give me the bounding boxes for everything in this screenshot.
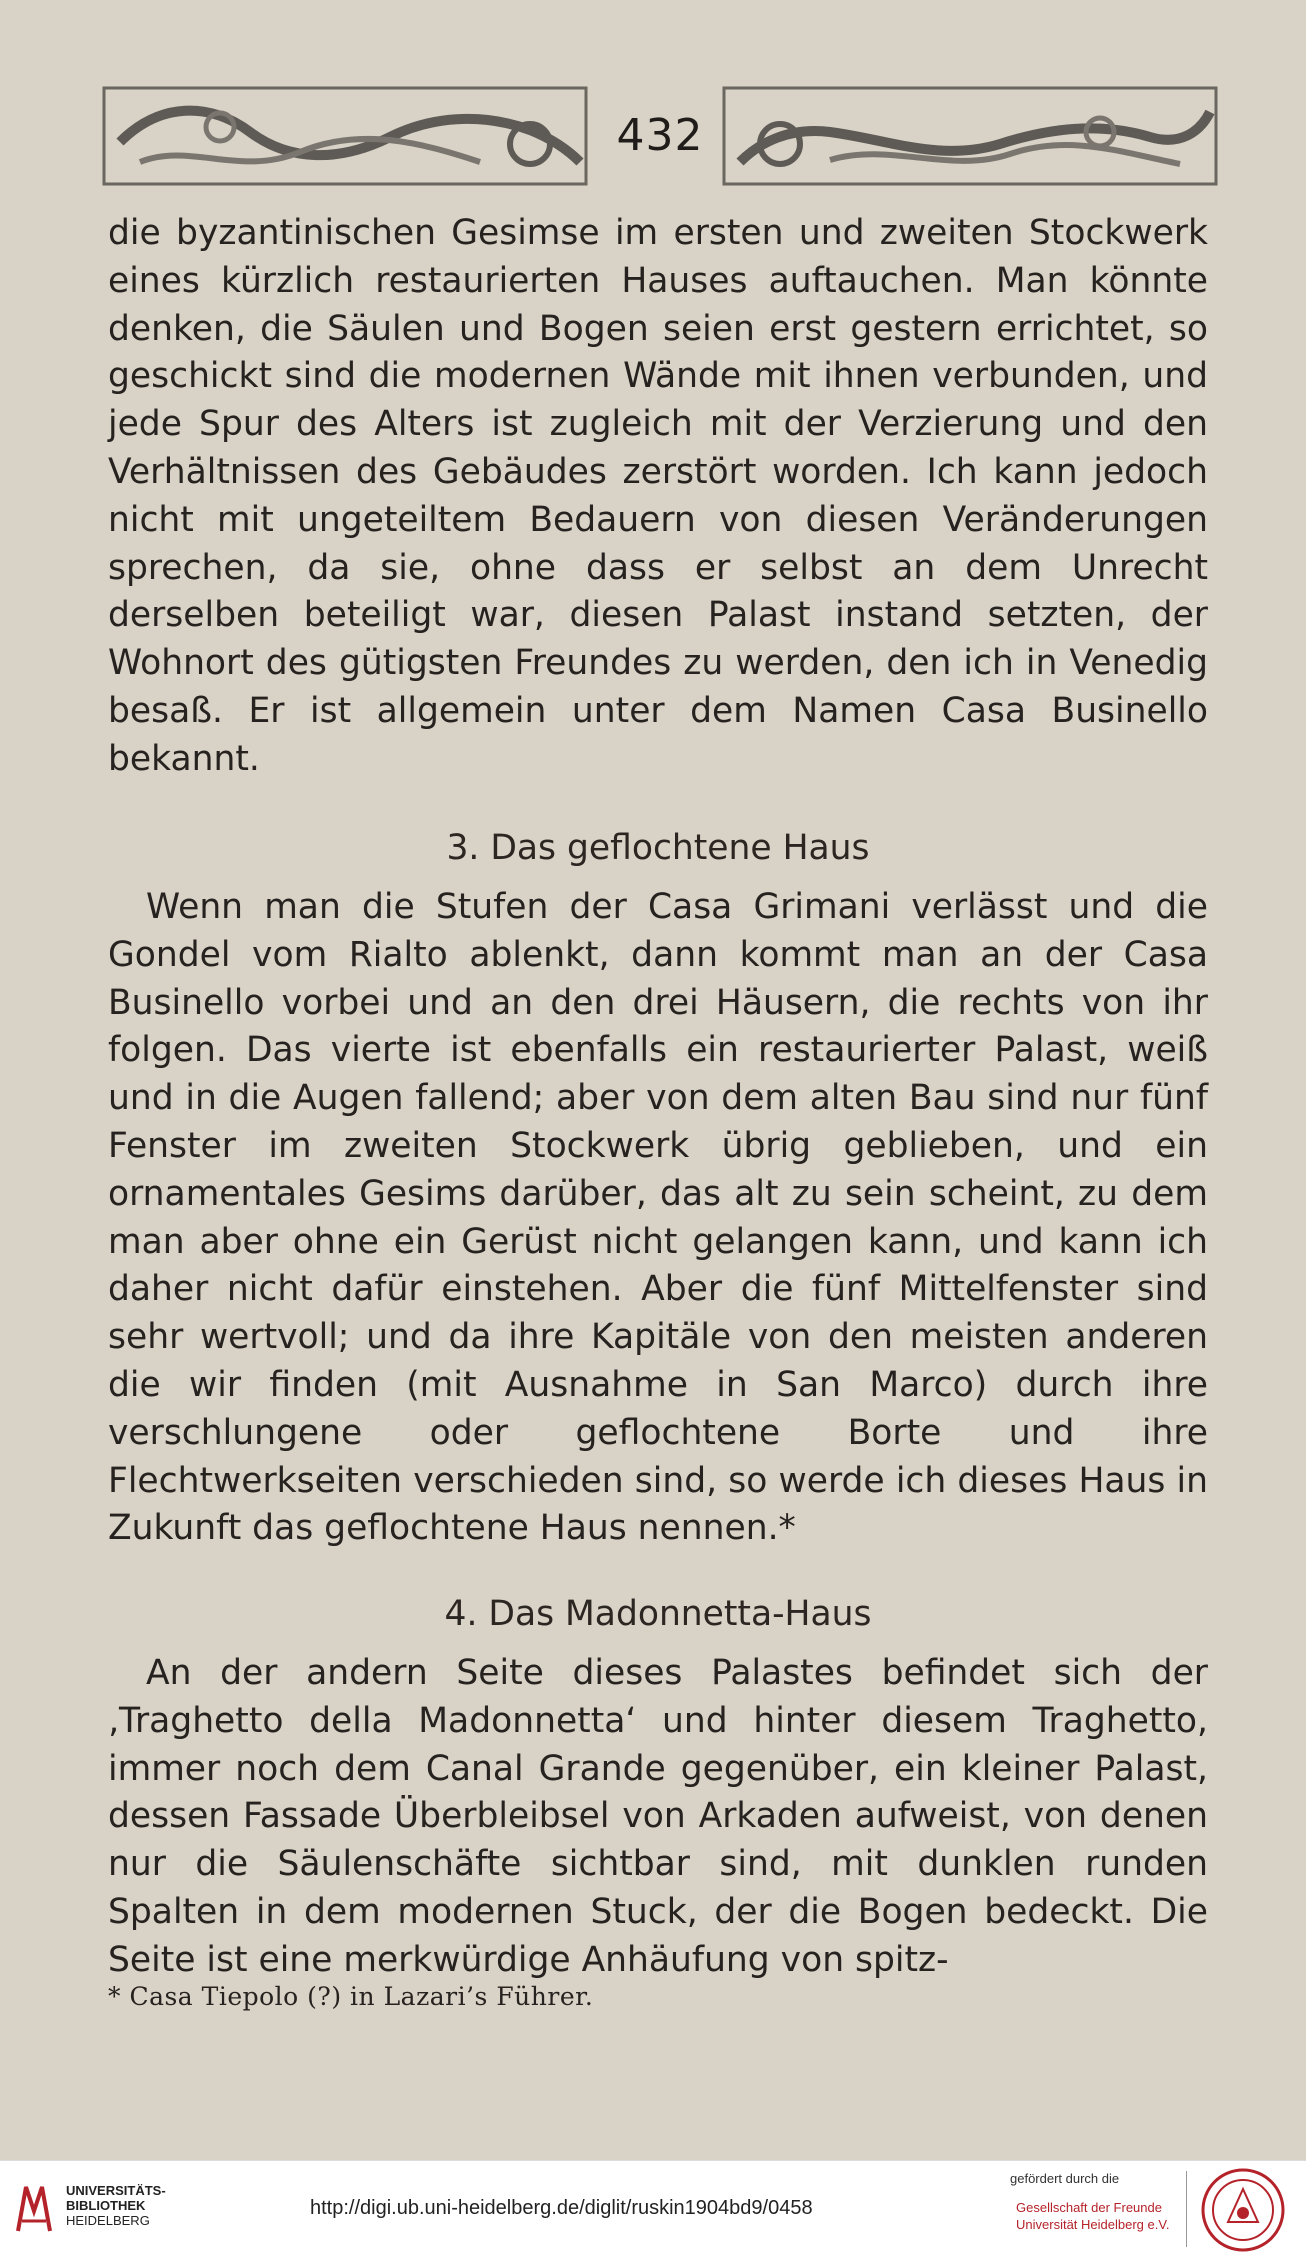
paragraph: Wenn man die Stufen der Casa Grimani verlässt und die Gondel vom Rialto ablenkt, dann kommt man an der Casa Businello vorbei und an den drei Häusern, die rechts von ihr folgen. Das vierte ist ebenfalls ein restaurierter Palast, weiß und in die Augen fallend; aber von dem alten Bau sind nur fünf Fenster im zweiten Stockwerk übrig geblieben, und ein ornamentales Gesims darüber, das alt zu sein scheint, zu dem man aber ohne ein Gerüst nicht gelangen kann, und kann ich daher nicht dafür einstehen. Aber die fünf Mittelfenster sind sehr wertvoll; und da ihre Kapitäle von den meisten anderen die wir finden (mit Ausnahme in San Marco) durch ihre verschlungene oder geflochtene Borte und ihre Flechtwerkseiten verschieden sind, so werde ich dieses Haus in Zukunft das geflochtene Haus nennen.*	[108, 887, 1208, 1549]
sponsor-note: gefördert durch die	[1010, 2171, 1120, 2186]
section-heading: 3. Das geflochtene Haus	[446, 828, 870, 868]
page-header	[100, 82, 1220, 192]
art-nouveau-ornament-icon	[720, 82, 1220, 192]
library-name-line: UNIVERSITÄTS-	[66, 2183, 166, 2198]
section-heading: 4. Das Madonnetta-Haus	[444, 1594, 872, 1634]
footnote: * Casa Tiepolo (?) in Lazari’s Führer.	[108, 1982, 594, 2011]
sponsor-name	[1016, 2199, 1169, 2233]
paragraph: An der andern Seite dieses Palastes befindet sich der ‚Traghetto della Madonnetta‘ und hinter diesem Traghetto, immer noch dem Canal Grande gegenüber, ein kleiner Palast, dessen Fassade Überbleibsel von Arkaden aufweist, von denen nur die Säulenschäfte sichtbar sind, mit dunklen runden Spalten in dem modernen Stuck, der die Bogen bedeckt. Die Seite ist eine merkwürdige Anhäufung von spitz-	[108, 1653, 1208, 1980]
body-text-section-2	[108, 884, 1208, 1553]
university-seal-icon	[1200, 2167, 1286, 2253]
body-text-section-3	[108, 1650, 1208, 1985]
digitization-footer	[0, 2160, 1306, 2255]
library-name	[66, 2183, 166, 2228]
body-text-section-1	[108, 210, 1208, 784]
art-nouveau-ornament-icon	[100, 82, 590, 192]
sponsor-line: Universität Heidelberg e.V.	[1016, 2217, 1170, 2232]
ub-logo-icon	[14, 2181, 54, 2235]
divider	[1186, 2171, 1187, 2247]
page-number: 432	[616, 110, 704, 161]
library-name-line: HEIDELBERG	[66, 2213, 150, 2228]
sponsor-line: Gesellschaft der Freunde	[1016, 2200, 1162, 2215]
paragraph: die byzantinischen Gesimse im ersten und zweiten Stockwerk eines kürzlich restaurierten Hauses auftauchen. Man könnte denken, die Säulen und Bogen seien erst gestern errichtet, so geschickt sind die modernen Wände mit ihnen verbunden, und jede Spur des Alters ist zugleich mit der Verzierung und den Verhältnissen des Gebäudes zerstört worden. Ich kann jedoch nicht mit ungeteiltem Bedauern von diesen Veränderungen sprechen, da sie, ohne dass er selbst an dem Unrecht derselben beteiligt war, diesen Palast instand setzten, der Wohnort des gütigsten Freundes zu werden, den ich in Venedig besaß. Er ist allgemein unter dem Namen Casa Businello bekannt.	[108, 213, 1208, 779]
permalink[interactable]: http://digi.ub.uni-heidelberg.de/diglit/ruskin1904bd9/0458	[310, 2197, 813, 2219]
library-name-line: BIBLIOTHEK	[66, 2198, 146, 2213]
